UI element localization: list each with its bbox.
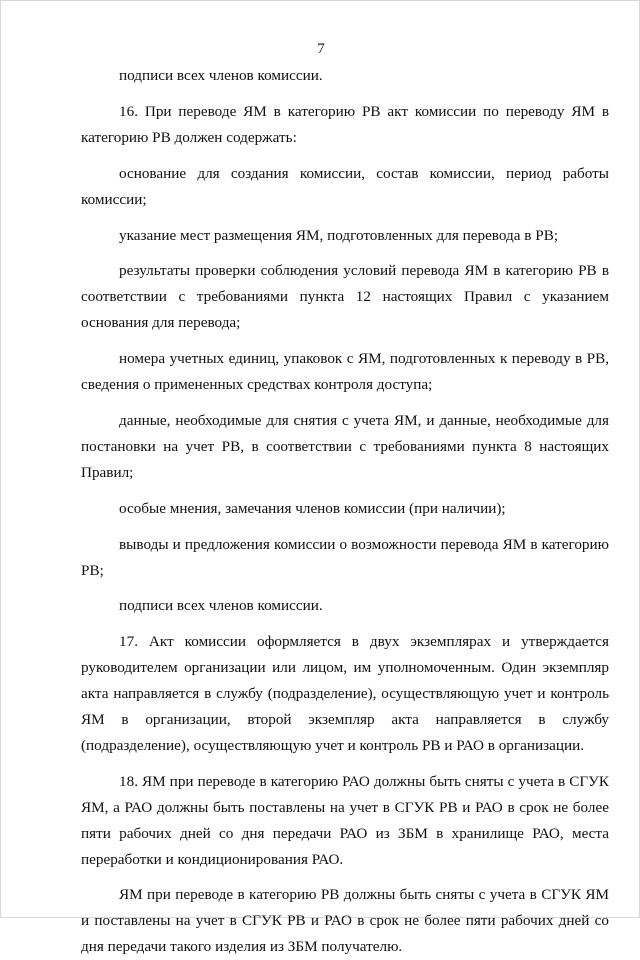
paragraph-locations: указание мест размещения ЯМ, подготовленных для перевода в РВ; (119, 226, 559, 244)
paragraph-accounting-data: данные, необходимые для снятия с учета ЯМ, и данные, необходимые для постановки на учет РВ, в соответствии с требованиями пункта 8 настоящих Правил; (81, 411, 609, 481)
document-body (81, 63, 609, 960)
paragraph-signatures: подписи всех членов комиссии. (119, 67, 323, 84)
paragraph-conclusions: выводы и предложения комиссии о возможности перевода ЯМ в категорию РВ; (81, 535, 609, 579)
page-number: 7 (317, 41, 325, 57)
paragraph-signatures-2: подписи всех членов комиссии. (119, 597, 323, 615)
paragraph-commission-basis: основание для создания комиссии, состав комиссии, период работы комиссии; (81, 164, 609, 208)
paragraph-item-17: 17. Акт комиссии оформляется в двух экземплярах и утверждается руководителем организации или лицом, им уполномоченным. Один экземпляр акта направляется в службу (подразделение), осуществляющую учет и контроль ЯМ в организации, второй экземпляр акта направляется в службу (подразделение), осуществляющую учет и контроль РВ и РАО в организации. (81, 633, 609, 754)
paragraph-item-18-continued: ЯМ при переводе в категорию РВ должны быть сняты с учета в СГУК ЯМ и поставлены на учет в СГУК РВ и РАО в срок не более пяти рабочих дней со дня передачи такого изделия из ЗБМ получателю. (81, 886, 609, 956)
paragraph-special-opinions: особые мнения, замечания членов комиссии (при наличии); (119, 499, 506, 517)
paragraph-item-16: 16. При переводе ЯМ в категорию РВ акт комиссии по переводу ЯМ в категорию РВ должен содержать: (81, 102, 609, 146)
paragraph-item-18: 18. ЯМ при переводе в категорию РАО должны быть сняты с учета в СГУК ЯМ, а РАО должны быть поставлены на учет в СГУК РВ и РАО в срок не более пяти рабочих дней со дня передачи РАО из ЗБМ в хранилище РАО, места переработки и кондиционирования РАО. (81, 772, 609, 868)
paragraph-check-results: результаты проверки соблюдения условий перевода ЯМ в категорию РВ в соответствии с требованиями пункта 12 настоящих Правил с указанием основания для перевода; (81, 262, 609, 332)
paragraph-unit-numbers: номера учетных единиц, упаковок с ЯМ, подготовленных к переводу в РВ, сведения о примененных средствах контроля доступа; (81, 350, 609, 394)
